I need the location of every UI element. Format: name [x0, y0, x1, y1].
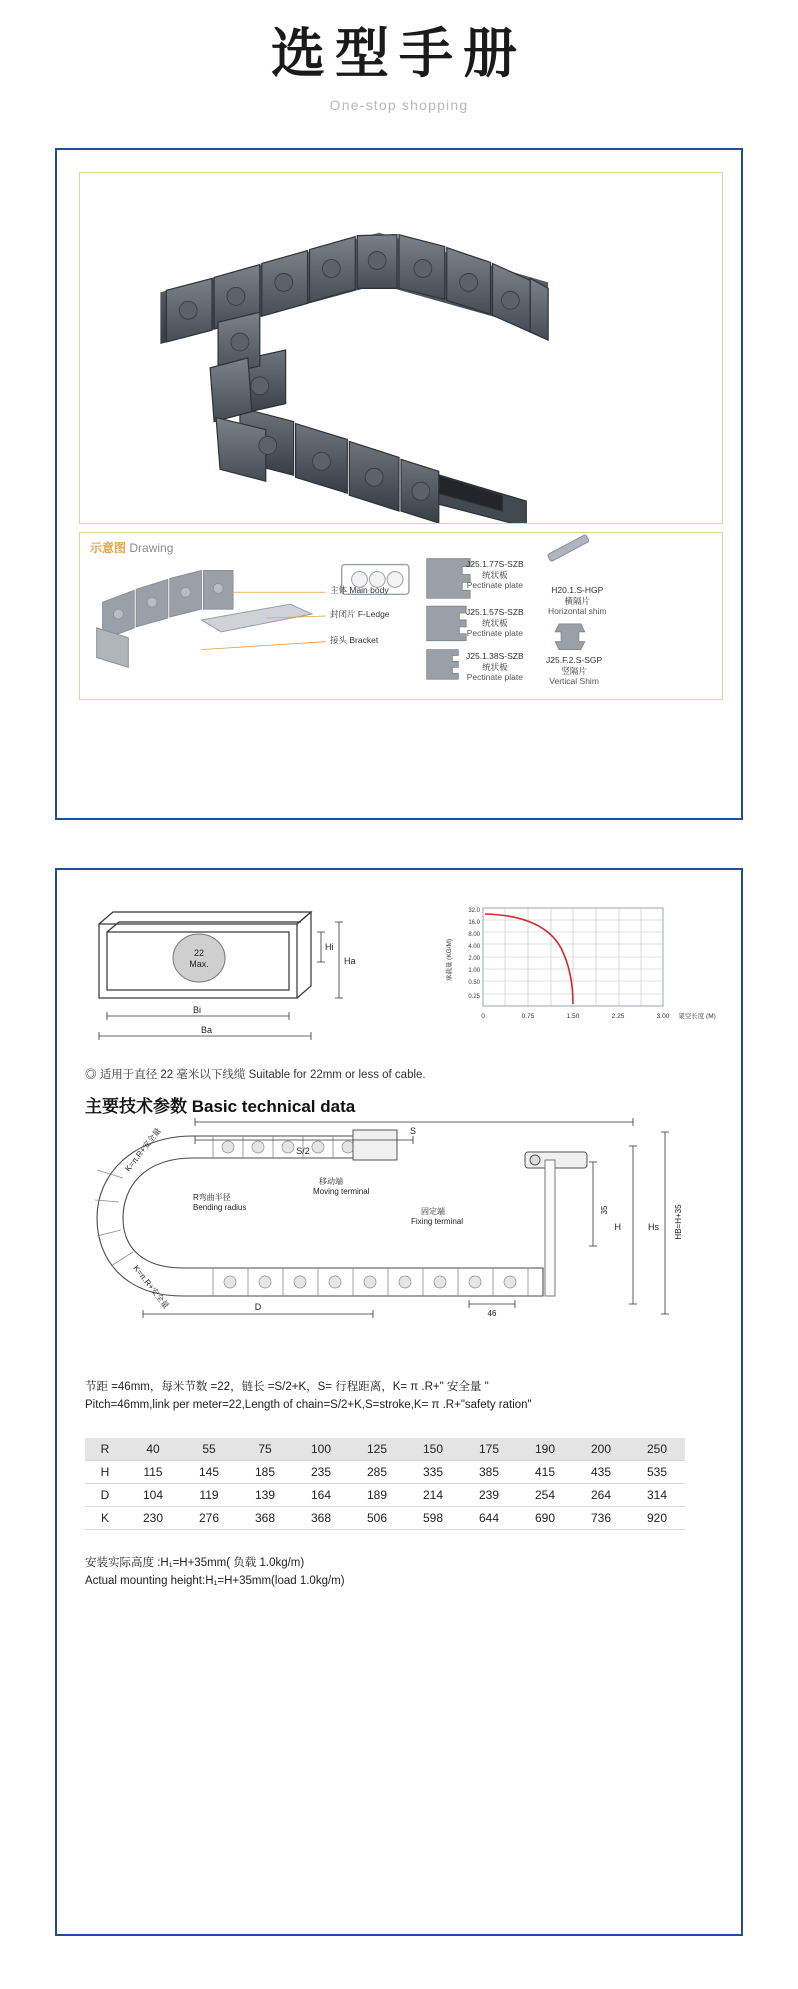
svg-text:Fixing terminal: Fixing terminal [411, 1217, 464, 1226]
cell: 506 [366, 1511, 388, 1525]
cell: 335 [422, 1465, 444, 1479]
exploded-drawing-frame [79, 532, 723, 700]
cell: 150 [405, 1438, 461, 1461]
label-f-ledge: 封闭片 F-Ledge [330, 609, 390, 619]
section-title-basic-data: 主要技术参数 Basic technical data [85, 1097, 356, 1116]
cell: 285 [366, 1465, 388, 1479]
cell: 115 [143, 1465, 163, 1479]
row-label-d: D [100, 1488, 110, 1502]
cell: 250 [629, 1438, 685, 1461]
svg-text:Bi: Bi [193, 1005, 202, 1015]
formula-cn: 节距 =46mm，每米节数 =22，链长 =S/2+K，S= 行程距离，K= π .R+" 安全量 " [85, 1381, 489, 1393]
svg-text:22: 22 [193, 948, 205, 958]
cell: 214 [422, 1488, 444, 1502]
part-h20-1s-hgp: H20.1.S-HGP 横隔片 Horizontal shim [548, 585, 607, 617]
mounting-height-block [85, 1554, 345, 1591]
svg-text:2.00: 2.00 [468, 956, 480, 962]
part-j25f2s-sgp: J25.F.2.S-SGP 竖隔片 Vertical Shim [546, 655, 603, 687]
svg-text:3.00: 3.00 [656, 1013, 670, 1020]
svg-text:8.00: 8.00 [468, 932, 480, 938]
table-row-r [85, 1438, 685, 1461]
svg-text:R弯曲半径: R弯曲半径 [193, 1193, 231, 1202]
svg-text:S/2: S/2 [296, 1146, 310, 1156]
cell: 276 [198, 1511, 220, 1525]
cell: 314 [646, 1488, 668, 1502]
svg-text:1.00: 1.00 [468, 968, 480, 974]
cell: 175 [461, 1438, 517, 1461]
cell: 254 [534, 1488, 556, 1502]
svg-text:Max.: Max. [189, 959, 209, 969]
row-label-r: R [85, 1438, 125, 1461]
svg-text:1.50: 1.50 [566, 1013, 580, 1020]
svg-text:46: 46 [487, 1309, 497, 1318]
product-panel [55, 148, 743, 820]
technical-diagram-svg [73, 1118, 729, 1368]
cable-note: ◎ 适用于直径 22 毫米以下线缆 Suitable for 22mm or less of cable. [85, 1069, 426, 1081]
part-j25-1-77s: J25.1.77S-SZB 统状板 Pectinate plate [466, 559, 524, 591]
cell: 920 [646, 1511, 668, 1525]
svg-text:16.0: 16.0 [468, 920, 480, 926]
table-row-d [85, 1484, 685, 1507]
svg-text:0: 0 [481, 1013, 485, 1020]
cell: 690 [534, 1511, 556, 1525]
cell: 435 [590, 1465, 612, 1479]
cell: 230 [142, 1511, 164, 1525]
svg-text:架空长度 (M): 架空长度 (M) [678, 1013, 716, 1020]
cell: 100 [293, 1438, 349, 1461]
technical-data-table [85, 1438, 685, 1530]
svg-text:Ba: Ba [201, 1025, 213, 1035]
svg-text:Moving terminal: Moving terminal [313, 1187, 370, 1196]
specification-panel [55, 868, 743, 1936]
table-row-h [85, 1461, 685, 1484]
svg-text:35: 35 [600, 1205, 609, 1215]
mount-en: Actual mounting height:H₁=H+35mm(load 1.0kg/m) [85, 1575, 345, 1588]
part-j25-1-57s: J25.1.57S-SZB 统状板 Pectinate plate [466, 607, 524, 639]
cell: 535 [646, 1465, 668, 1479]
cell: 368 [310, 1511, 332, 1525]
cell: 264 [590, 1488, 612, 1502]
svg-text:K=π.R+安全量: K=π.R+安全量 [131, 1263, 171, 1311]
cell: 119 [199, 1488, 219, 1502]
svg-text:D: D [254, 1302, 262, 1312]
label-main-body: 主体 Main body [330, 585, 389, 595]
cell: 235 [310, 1465, 332, 1479]
cell: 185 [254, 1465, 276, 1479]
cell: 190 [517, 1438, 573, 1461]
table-row-k [85, 1507, 685, 1530]
row-label-k: K [100, 1511, 109, 1525]
page-subtitle: One-stop shopping [329, 96, 469, 113]
cell: 125 [349, 1438, 405, 1461]
cable-chain-illustration [80, 173, 722, 523]
mount-cn: 安装实际高度 :H₁=H+35mm( 负载 1.0kg/m) [85, 1557, 305, 1569]
formula-en: Pitch=46mm,link per meter=22,Length of chain=S/2+K,S=stroke,K= π .R+"safety ration" [85, 1399, 532, 1412]
row-label-h: H [100, 1465, 110, 1479]
part-j25-1-38s: J25.1.38S-SZB 统状板 Pectinate plate [466, 651, 524, 683]
cell: 40 [125, 1438, 181, 1461]
cell: 239 [478, 1488, 500, 1502]
cell: 736 [590, 1511, 612, 1525]
exploded-parts-svg [80, 533, 722, 699]
svg-text:Hi: Hi [325, 942, 334, 952]
cell: 104 [142, 1488, 164, 1502]
svg-text:HB=H+35: HB=H+35 [674, 1204, 683, 1240]
svg-text:固定端: 固定端 [421, 1207, 445, 1216]
svg-text:32.0: 32.0 [468, 908, 480, 914]
cell: 598 [422, 1511, 444, 1525]
svg-text:0.25: 0.25 [468, 994, 480, 1000]
cell: 200 [573, 1438, 629, 1461]
drawing-title: 示意图 Drawing [90, 541, 174, 555]
cell: 189 [366, 1488, 388, 1502]
cell: 164 [310, 1488, 332, 1502]
svg-text:H: H [614, 1222, 621, 1232]
cross-section-and-chart-svg [73, 886, 729, 1056]
formula-block [85, 1378, 532, 1415]
technical-diagram [73, 1118, 729, 1368]
cell: 139 [254, 1488, 276, 1502]
svg-text:承载量 (KG/M): 承载量 (KG/M) [446, 938, 453, 982]
page-header [0, 0, 798, 113]
cell: 368 [254, 1511, 276, 1525]
svg-text:移动端: 移动端 [319, 1177, 343, 1186]
svg-text:0.75: 0.75 [521, 1013, 535, 1020]
page-title: 选型手册 [271, 24, 527, 84]
cell: 145 [198, 1465, 220, 1479]
svg-text:2.25: 2.25 [611, 1013, 625, 1020]
product-photo-frame [79, 172, 723, 524]
svg-text:Ha: Ha [344, 956, 356, 966]
svg-text:0.50: 0.50 [468, 980, 480, 986]
cell: 55 [181, 1438, 237, 1461]
svg-text:Hs: Hs [648, 1222, 659, 1232]
cell: 385 [478, 1465, 500, 1479]
svg-text:4.00: 4.00 [468, 944, 480, 950]
cell: 644 [478, 1511, 500, 1525]
svg-text:K=π.R+安全量: K=π.R+安全量 [123, 1126, 163, 1174]
label-bracket: 接头 Bracket [330, 635, 379, 645]
cell: 415 [534, 1465, 556, 1479]
svg-text:Bending radius: Bending radius [193, 1203, 247, 1212]
spec-top-row [73, 886, 729, 1056]
svg-text:S: S [409, 1126, 417, 1136]
cell: 75 [237, 1438, 293, 1461]
